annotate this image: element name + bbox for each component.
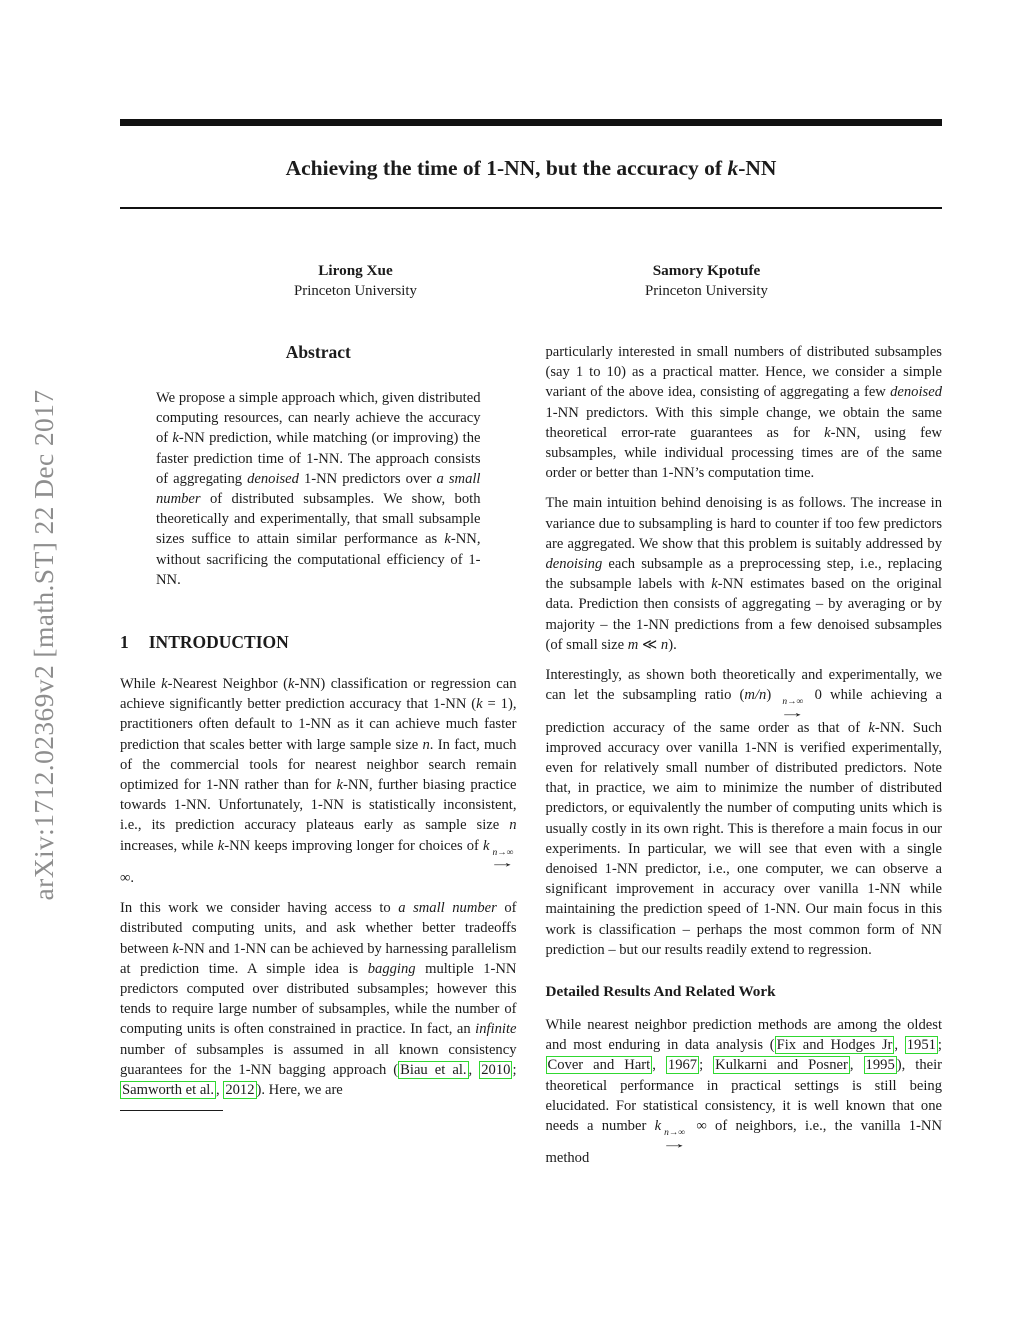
arxiv-watermark: arXiv:1712.02369v2 [math.ST] 22 Dec 2017 [28,389,59,901]
header-top-rule [120,119,942,126]
section-heading-introduction [120,632,517,653]
citation-link[interactable]: Biau et al. [400,1061,467,1078]
citation-link[interactable]: 1951 [906,1037,936,1054]
title-bottom-rule [120,207,942,209]
abstract-paragraph: We propose a simple approach which, given distributed computing resources, can nearly achieve the accuracy of k-NN prediction, while matching (or improving) the faster prediction time of 1-NN. The approach consists of aggregating denoised 1-NN predictors over a small number of distributed subsamples. We show, both theoretically and experimentally, that small subsample sizes suffice to attain similar performance as k-NN, without sacrificing the computational efficiency of 1-NN. [156,390,481,588]
limit-arrow-math: n→∞ → [779,697,807,720]
paragraph: Interestingly, as shown both theoretically and experimentally, we can let the subsampling ratio (m/n) n→∞ → 0 while achieving a prediction accuracy of the same order as that of k-NN. Such improved accuracy over vanilla 1-NN is verified experimentally, even for relatively small number of distributed predictors. Note that, in practice, we aim to minimize the number of distributed predictors, or equivalently the number of computing units which is usually costly in its own right. This is therefore a main focus in our experiments. In particular, we will see that even with a single denoised 1-NN predictor, i.e., one computer, we can observe a significant improvement in accuracy over vanilla 1-NN while maintaining the prediction speed of 1-NN. Our main focus in this work is classification – perhaps the most common form of NN prediction – but our results readily extend to regression. [545,667,943,958]
paragraph: While nearest neighbor prediction methods are among the oldest and most enduring in data analysis ( Fix and Hodges Jr , 1951 ; Cover and Hart , 1967 ; Kulkarni and Posner , 1995 ), their theoretical performance in practical settings is still being elucidated. For statistical consistency, it is well known that one needs a number k n→∞ → ∞ of neighbors, i.e., the vanilla 1-NN method [545,1017,943,1167]
author-2 [531,261,882,301]
citation-link[interactable]: Cover and Hart [547,1057,651,1074]
section-title: INTRODUCTION [148,632,289,653]
citation-link[interactable]: 1967 [667,1057,698,1074]
paragraph: particularly interested in small numbers of distributed subsamples (say 1 to 10) as a practical matter. Hence, we consider a simple variant of the above idea, consisting of aggregating a few denoised 1-NN predictors. With this simple change, we obtain the same theoretical error-rate guarantees as for k-NN, using few subsamples, while individual processing times are of the same order or better than 1-NN’s computation time. [545,344,942,482]
author-2-name: Samory Kpotufe [652,262,761,279]
right-column [546,342,943,1169]
introduction-body [120,674,517,1100]
citation-link[interactable]: 2012 [225,1082,255,1099]
author-2-affiliation: Princeton University [645,283,768,299]
citation-link[interactable]: Kulkarni and Posner [715,1057,848,1074]
left-column [120,342,517,1111]
author-block [120,261,942,301]
abstract-heading: Abstract [285,342,351,362]
author-1 [180,261,531,301]
limit-arrow-math: n→∞ → [660,1128,689,1151]
footnote-rule [120,1110,223,1111]
author-1-name: Lirong Xue [318,262,393,279]
subsection-heading-related-work: Detailed Results And Related Work [545,983,776,1001]
author-1-affiliation: Princeton University [294,283,417,299]
citation-link[interactable]: Samworth et al. [122,1082,215,1099]
two-column-body [120,342,942,1169]
citation-link[interactable]: Fix and Hodges Jr [776,1037,893,1054]
limit-arrow-math: n→∞ → [489,847,517,871]
paragraph: The main intuition behind denoising is as follows. The increase in variance due to subsampling is hard to counter if too few predictors are aggregated. We show that this problem is suitably addressed by denoising each subsample as a preprocessing step, i.e., replacing the subsample labels with k-NN estimates based on the original data. Prediction then consists of aggregating – by averaging or by majority – the 1-NN predictions from a few denoised subsamples (of small size m ≪ n). [545,495,942,653]
paper-title: Achieving the time of 1-NN, but the accuracy of k-NN [285,156,777,180]
paragraph: In this work we consider having access to a small number of distributed computing units, and ask whether better tradeoffs between k-NN and 1-NN can be achieved by harnessing parallelism at prediction time. A simple idea is bagging multiple 1-NN predictors computed over distributed subsamples; however this tends to require large number of subsamples, while the number of computing units is often constrained in practice. In fact, an infinite number of subsamples is assumed in all known consistency guarantees for the 1-NN bagging approach ( Biau et al. , 2010 ; Samworth et al. , 2012 ). Here, we are [120,900,517,1099]
citation-link[interactable]: 1995 [865,1057,895,1074]
paper-content [120,0,942,1169]
section-number: 1 [120,632,129,653]
paragraph: While k-Nearest Neighbor (k-NN) classification or regression can achieve significantly better prediction accuracy that 1-NN (k = 1), practitioners often default to 1-NN as it can achieve much faster prediction that scales better with large sample size n. In fact, much of the commercial tools for nearest neighbor search remain optimized for 1-NN rather than for k-NN, further biasing practice towards 1-NN. Unfortunately, 1-NN is statistically inconsistent, i.e., its prediction accuracy plateaus early as sample size n increases, while k-NN keeps improving longer for choices of k n→∞ → ∞. [120,676,517,887]
citation-link[interactable]: 2010 [481,1061,511,1078]
